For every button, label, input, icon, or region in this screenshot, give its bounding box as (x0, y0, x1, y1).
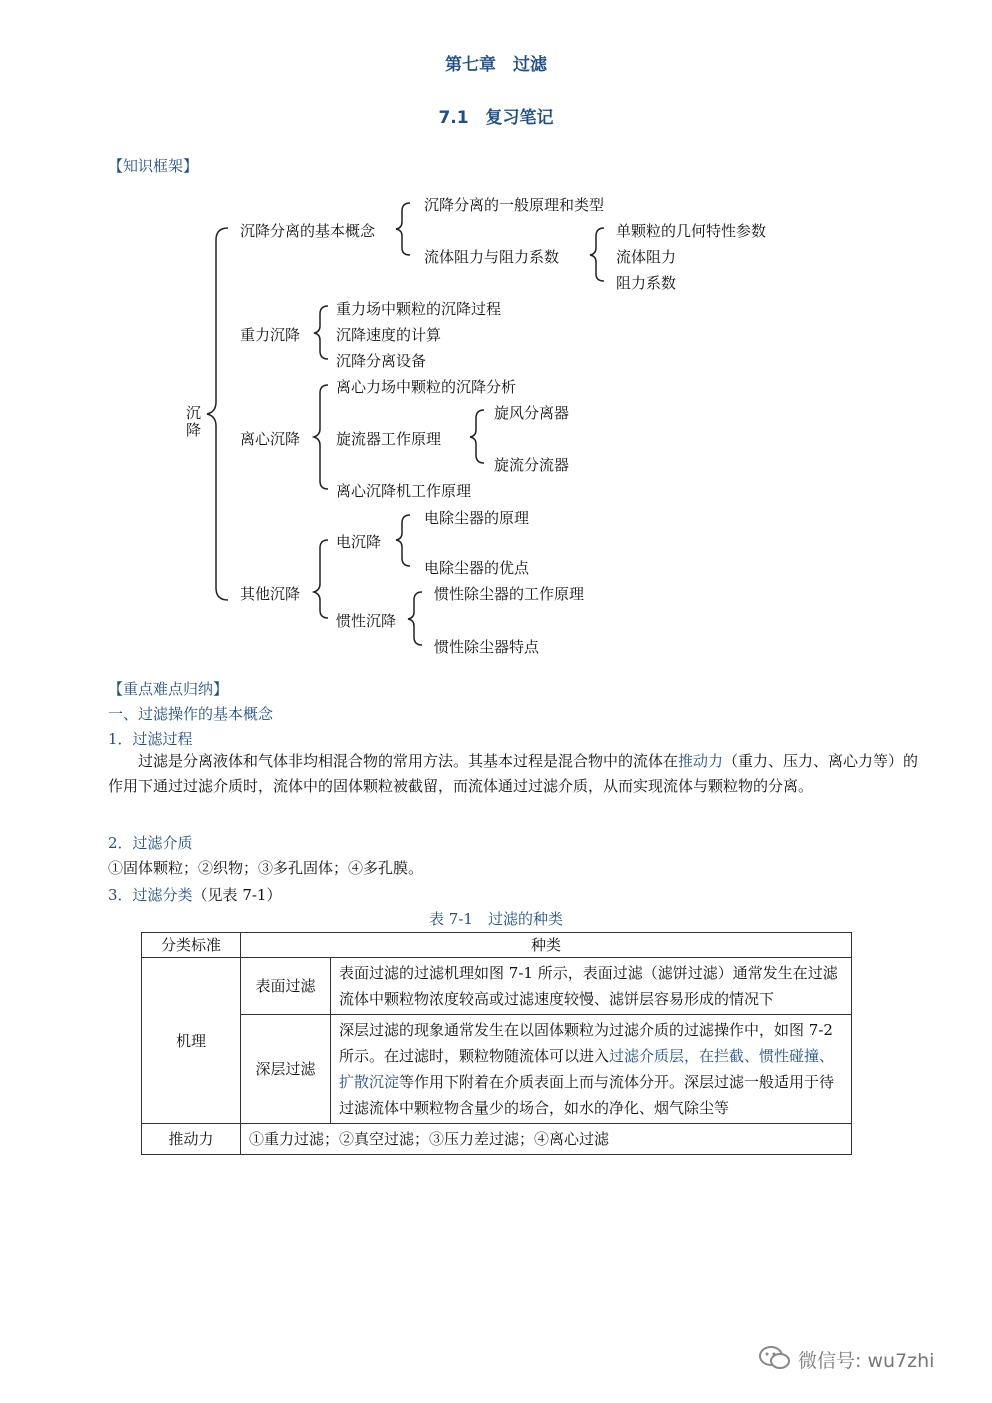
tree-leaf: 重力场中颗粒的沉降过程 (336, 300, 502, 318)
key-points-heading: 【重点难点归纳】 (108, 680, 229, 698)
table-cell-deep-text (331, 1015, 852, 1124)
section-title: 7.1 复习笔记 (438, 108, 554, 128)
cell-text: 深层过滤的现象通常发生在以固体颗粒为过滤介质的过滤操作中，如图 7-2 所示。在过滤时，颗粒物随流体可以进入 (339, 1021, 833, 1065)
table-row (142, 958, 852, 1015)
tree-node: 流体阻力与阻力系数 (424, 248, 560, 266)
tree-node: 惯性沉降 (336, 612, 397, 630)
tree-branch-gravity: 重力沉降 (240, 326, 301, 344)
tree-leaf: 沉降速度的计算 (336, 326, 442, 344)
tree-leaf: 离心力场中颗粒的沉降分析 (336, 378, 517, 396)
table-row (142, 1124, 852, 1155)
tree-leaf: 流体阻力 (616, 248, 677, 266)
table-cell-deep-label: 深层过滤 (241, 1015, 331, 1124)
table-header-row (142, 933, 852, 958)
table-cell-mechanism: 机理 (142, 958, 241, 1124)
tree-leaf: 单颗粒的几何特性参数 (616, 222, 767, 240)
table-cell-surface-label: 表面过滤 (241, 958, 331, 1015)
filter-media-list: ①固体颗粒；②织物；③多孔固体；④多孔膜。 (108, 859, 424, 877)
tree-root-char-1: 沉 (186, 404, 202, 422)
footer-wechat-id: 微信号: wu7zhi (798, 1350, 935, 1372)
cell-highlight: 过滤介质层，在拦截、惯性碰撞、扩散沉淀 (339, 1047, 835, 1091)
chapter-title: 第七章 过滤 (445, 55, 547, 75)
tree-leaf: 阻力系数 (616, 274, 677, 292)
framework-heading: 【知识框架】 (108, 157, 199, 175)
section-heading: 一、过滤操作的基本概念 (108, 705, 274, 723)
table-row (142, 1015, 852, 1124)
tree-leaf: 旋流分流器 (494, 456, 570, 474)
tree-node: 旋流器工作原理 (336, 430, 442, 448)
table-header-cell: 种类 (241, 933, 852, 958)
paragraph-highlight: 推动力 (678, 752, 724, 770)
tree-leaf: 旋风分离器 (494, 404, 570, 422)
table-reference: （见表 7-1） (192, 886, 282, 904)
cell-text: 等作用下附着在介质表面上而与流体分开。深层过滤一般适用于待过滤流体中颗粒物含量少的场合，如水的净化、烟气除尘等 (339, 1073, 835, 1117)
tree-leaf: 离心沉降机工作原理 (336, 482, 472, 500)
table-caption: 表 7-1 过滤的种类 (429, 910, 563, 928)
tree-leaf: 电除尘器的原理 (424, 509, 530, 527)
table-cell-driving-force-label: 推动力 (142, 1124, 241, 1155)
tree-leaf: 沉降分离设备 (336, 352, 427, 370)
tree-leaf: 电除尘器的优点 (424, 559, 530, 577)
tree-branch-other: 其他沉降 (240, 585, 301, 603)
paragraph-filtration-process (108, 749, 926, 799)
tree-root-char-2: 降 (186, 421, 202, 439)
wechat-icon (758, 1344, 792, 1372)
tree-leaf: 惯性除尘器特点 (434, 638, 540, 656)
paragraph-text: 过滤是分离液体和气体非均相混合物的常用方法。其基本过程是混合物中的流体在 (138, 752, 679, 770)
tree-node: 电沉降 (336, 533, 382, 551)
item-heading (108, 884, 281, 905)
item-heading: 1．过滤过程 (108, 730, 193, 748)
tree-branch-basic-concept: 沉降分离的基本概念 (240, 222, 376, 240)
item-heading-text: 3．过滤分类 (108, 886, 193, 904)
tree-leaf: 惯性除尘器的工作原理 (434, 585, 585, 603)
table-cell-surface-text: 表面过滤的过滤机理如图 7-1 所示，表面过滤（滤饼过滤）通常发生在过滤流体中颗粒物浓度较高或过滤速度较慢、滤饼层容易形成的情况下 (331, 958, 852, 1015)
tree-branch-centrifugal: 离心沉降 (240, 430, 301, 448)
table-header-cell: 分类标准 (142, 933, 241, 958)
tree-leaf: 沉降分离的一般原理和类型 (424, 196, 605, 214)
filtration-types-table (141, 932, 852, 1155)
paragraph-text: （重力、压力、离心力等）的作用下通过过滤介质时，流体中的固体颗粒被截留，而流体通过过滤介质，从而实现流体与颗粒物的分离。 (108, 752, 919, 795)
item-heading: 2．过滤介质 (108, 834, 193, 852)
table-cell-driving-force-text: ①重力过滤；②真空过滤；③压力差过滤；④离心过滤 (241, 1124, 852, 1155)
